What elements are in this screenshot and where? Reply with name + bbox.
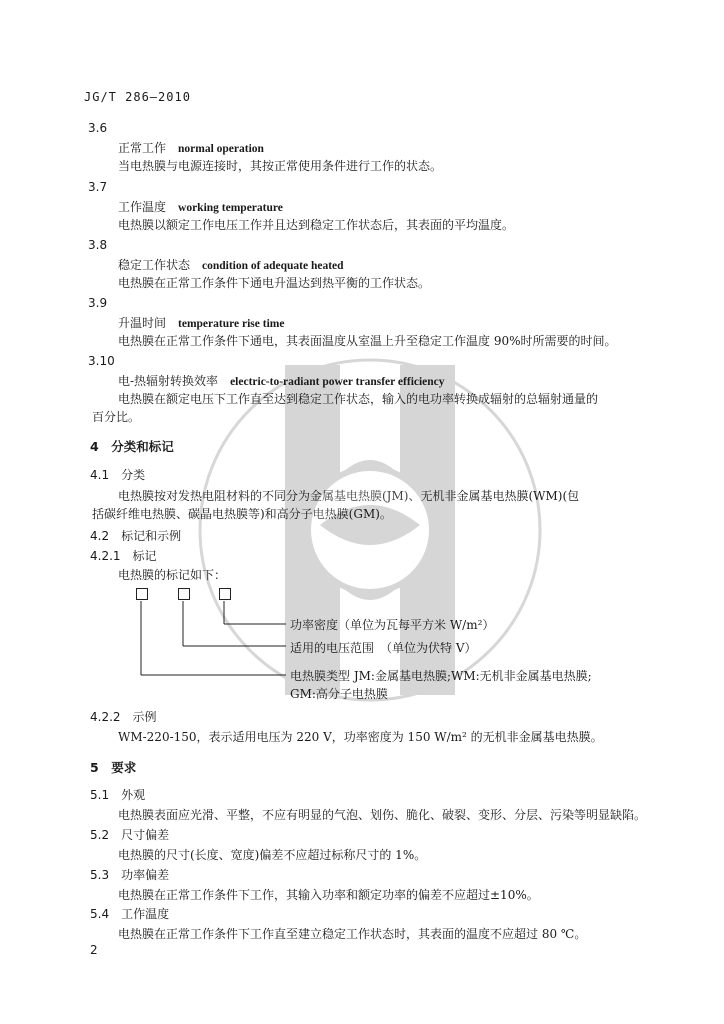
term-definition: 当电热膜与电源连接时，其按正常使用条件进行工作的状态。 [118,159,443,173]
subsection-heading: 4.2.1 标记 [90,549,157,563]
section-heading: 4 分类和标记 [90,439,174,454]
paragraph-cont: 括碳纤维电热膜、碳晶电热膜等)和高分子电热膜(GM)。 [92,507,392,521]
marking-legend-voltage: 适用的电压范围 （单位为伏特 V） [290,641,477,655]
marking-legend-type-cont: GM:高分子电热膜 [290,687,388,701]
marking-legend-power: 功率密度（单位为瓦每平方米 W/m²） [290,618,495,632]
term-zh: 稳定工作状态 [118,258,191,272]
section-heading: 5 要求 [90,760,137,775]
term-en: working temperature [178,202,283,214]
paragraph: 电热膜在正常工作条件下工作，其输入功率和额定功率的偏差不应超过±10%。 [118,888,539,902]
paragraph: 电热膜按对发热电阻材料的不同分为金属基电热膜(JM)、无机非金属基电热膜(WM)(包 [118,489,580,503]
subsection-heading: 5.1 外观 [90,788,146,802]
term-definition: 电热膜在正常工作条件下通电，其表面温度从室温上升至稳定工作温度 90%时所需要的时间。 [118,334,617,348]
term-number: 3.8 [88,238,108,252]
term-zh: 升温时间 [118,316,167,330]
paragraph: WM-220-150，表示适用电压为 220 V，功率密度为 150 W/m² 的无机非金属基电热膜。 [118,730,603,744]
subsection-heading: 4.1 分类 [90,468,146,482]
term-en: temperature rise time [178,318,285,330]
term-number: 3.6 [88,121,108,135]
standard-code-header: JG/T 286—2010 [84,90,191,104]
subsection-heading: 4.2 标记和示例 [90,529,182,543]
term-zh: 工作温度 [118,200,167,214]
subsection-heading: 5.2 尺寸偏差 [90,828,170,842]
term-en: electric-to-radiant power transfer efficiency [230,376,445,388]
term-definition: 电热膜以额定工作电压工作并且达到稳定工作状态后，其表面的平均温度。 [118,218,515,232]
subsection-heading: 5.4 工作温度 [90,907,170,921]
term-en: normal operation [178,143,264,155]
term-definition-cont: 百分比。 [92,410,141,424]
term-number: 3.9 [88,296,108,310]
term-definition: 电热膜在额定电压下工作直至达到稳定工作状态，输入的电功率转换成辐射的总辐射通量的 [118,392,599,406]
term-en: condition of adequate heated [202,260,344,272]
term-definition: 电热膜在正常工作条件下通电升温达到热平衡的工作状态。 [118,276,431,290]
subsection-heading: 5.3 功率偏差 [90,868,170,882]
paragraph: 电热膜的标记如下： [118,568,227,582]
term-number: 3.10 [88,354,115,368]
paragraph: 电热膜在正常工作条件下工作直至建立稳定工作状态时，其表面的温度不应超过 80 ℃。 [118,927,587,941]
term-zh: 电-热辐射转换效率 [118,374,219,388]
marking-legend-type: 电热膜类型 JM:金属基电热膜;WM:无机非金属基电热膜; [290,669,592,683]
page-number: 2 [90,943,98,957]
term-number: 3.7 [88,180,108,194]
paragraph: 电热膜表面应光滑、平整，不应有明显的气泡、划伤、脆化、破裂、变形、分层、污染等明显缺陷。 [118,808,647,822]
subsection-heading: 4.2.2 示例 [90,710,157,724]
term-zh: 正常工作 [118,141,167,155]
paragraph: 电热膜的尺寸(长度、宽度)偏差不应超过标称尺寸的 1%。 [118,848,427,862]
